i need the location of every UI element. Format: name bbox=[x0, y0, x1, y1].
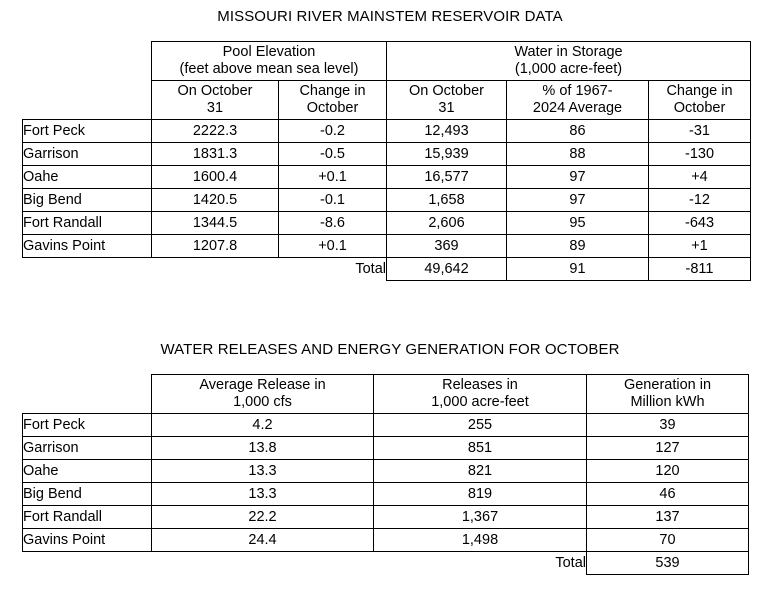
reservoir-cell-pool-change: -8.6 bbox=[279, 212, 387, 235]
sub-header-storage-pct-average bbox=[507, 81, 649, 120]
table-row bbox=[23, 483, 749, 506]
reservoir-table-title: MISSOURI RIVER MAINSTEM RESERVOIR DATA bbox=[217, 8, 563, 25]
reservoir-total-row bbox=[23, 258, 751, 281]
reservoir-row-label: Fort Peck bbox=[23, 120, 152, 143]
header-average-release bbox=[152, 375, 374, 414]
reservoir-cell-pct-average: 86 bbox=[507, 120, 649, 143]
reservoir-data-table bbox=[22, 41, 751, 281]
reservoir-cell-pool-change: -0.1 bbox=[279, 189, 387, 212]
releases-total-row bbox=[23, 552, 749, 575]
releases-cell-generation: 127 bbox=[587, 437, 749, 460]
reservoir-cell-pool-change: -0.2 bbox=[279, 120, 387, 143]
table-row bbox=[23, 506, 749, 529]
sub-header-storage-date-line2: 31 bbox=[438, 100, 455, 116]
releases-row-label: Gavins Point bbox=[23, 529, 152, 552]
sub-header-pool-elev-date bbox=[152, 81, 279, 120]
reservoir-cell-storage: 16,577 bbox=[387, 166, 507, 189]
reservoir-table-head bbox=[23, 42, 751, 120]
releases-cell-generation: 137 bbox=[587, 506, 749, 529]
releases-row-label: Fort Peck bbox=[23, 414, 152, 437]
header-average-release-line2: 1,000 cfs bbox=[233, 394, 292, 410]
reservoir-cell-storage-change: -643 bbox=[649, 212, 751, 235]
releases-cell-releases: 1,367 bbox=[374, 506, 587, 529]
releases-header-row bbox=[23, 375, 749, 414]
header-generation bbox=[587, 375, 749, 414]
releases-cell-generation: 120 bbox=[587, 460, 749, 483]
header-releases-line2: 1,000 acre-feet bbox=[431, 394, 529, 410]
sub-header-storage-date bbox=[387, 81, 507, 120]
reservoir-cell-pct-average: 89 bbox=[507, 235, 649, 258]
releases-row-label: Fort Randall bbox=[23, 506, 152, 529]
header-releases bbox=[374, 375, 587, 414]
group-header-pool-elevation bbox=[152, 42, 387, 81]
table-row bbox=[23, 143, 751, 166]
releases-cell-releases: 1,498 bbox=[374, 529, 587, 552]
reservoir-cell-pct-average: 97 bbox=[507, 189, 649, 212]
header-generation-line1: Generation in bbox=[623, 377, 712, 394]
reservoir-cell-pool-elev: 1207.8 bbox=[152, 235, 279, 258]
reservoir-cell-storage: 1,658 bbox=[387, 189, 507, 212]
reservoir-cell-storage-change: +4 bbox=[649, 166, 751, 189]
releases-cell-generation: 46 bbox=[587, 483, 749, 506]
table-row bbox=[23, 437, 749, 460]
releases-cell-average-release: 13.3 bbox=[152, 460, 374, 483]
sub-header-pool-elev-change bbox=[279, 81, 387, 120]
sub-header-storage-date-line1: On October bbox=[409, 83, 484, 100]
releases-row-label: Garrison bbox=[23, 437, 152, 460]
releases-cell-generation: 39 bbox=[587, 414, 749, 437]
reservoir-cell-pct-average: 88 bbox=[507, 143, 649, 166]
reservoir-total-storage-change: -811 bbox=[649, 258, 751, 281]
reservoir-cell-storage: 369 bbox=[387, 235, 507, 258]
releases-row-label: Oahe bbox=[23, 460, 152, 483]
reservoir-total-pct-average: 91 bbox=[507, 258, 649, 281]
header-average-release-line1: Average Release in bbox=[199, 377, 326, 394]
sub-header-storage-pct-average-line2: 2024 Average bbox=[532, 100, 623, 116]
sub-header-storage-change-line1: Change in bbox=[666, 83, 733, 100]
releases-row-label: Big Bend bbox=[23, 483, 152, 506]
reservoir-cell-pool-change: -0.5 bbox=[279, 143, 387, 166]
reservoir-corner-stub bbox=[23, 42, 152, 120]
releases-corner-stub bbox=[23, 375, 152, 414]
table-row bbox=[23, 189, 751, 212]
reservoir-cell-storage-change: -12 bbox=[649, 189, 751, 212]
reservoir-table-body bbox=[23, 120, 751, 281]
releases-data-table bbox=[22, 374, 749, 575]
releases-total-label: Total bbox=[555, 554, 586, 571]
reservoir-cell-pool-elev: 2222.3 bbox=[152, 120, 279, 143]
releases-cell-releases: 821 bbox=[374, 460, 587, 483]
table-row bbox=[23, 529, 749, 552]
reservoir-cell-storage: 12,493 bbox=[387, 120, 507, 143]
group-header-water-in-storage-line1: Water in Storage bbox=[514, 44, 623, 61]
group-header-water-in-storage bbox=[387, 42, 751, 81]
reservoir-cell-pool-elev: 1420.5 bbox=[152, 189, 279, 212]
header-generation-line2: Million kWh bbox=[630, 394, 705, 410]
sub-header-storage-change-line2: October bbox=[673, 100, 726, 116]
releases-cell-releases: 255 bbox=[374, 414, 587, 437]
group-header-water-in-storage-line2: (1,000 acre-feet) bbox=[514, 61, 623, 77]
table-row bbox=[23, 414, 749, 437]
releases-cell-generation: 70 bbox=[587, 529, 749, 552]
reservoir-total-storage: 49,642 bbox=[387, 258, 507, 281]
releases-cell-average-release: 22.2 bbox=[152, 506, 374, 529]
sub-header-pool-elev-date-line2: 31 bbox=[206, 100, 224, 116]
reservoir-total-label: Total bbox=[355, 260, 386, 277]
releases-cell-releases: 851 bbox=[374, 437, 587, 460]
releases-cell-average-release: 13.8 bbox=[152, 437, 374, 460]
reservoir-cell-storage: 2,606 bbox=[387, 212, 507, 235]
group-header-pool-elevation-line2: (feet above mean sea level) bbox=[179, 61, 359, 77]
table-row bbox=[23, 120, 751, 143]
reservoir-group-header-row bbox=[23, 42, 751, 81]
table-row bbox=[23, 212, 751, 235]
releases-cell-average-release: 4.2 bbox=[152, 414, 374, 437]
table-row bbox=[23, 235, 751, 258]
table-row bbox=[23, 460, 749, 483]
sub-header-pool-elev-date-line1: On October bbox=[177, 83, 253, 100]
releases-table-body bbox=[23, 414, 749, 575]
reservoir-cell-pct-average: 95 bbox=[507, 212, 649, 235]
reservoir-cell-pool-change: +0.1 bbox=[279, 166, 387, 189]
releases-cell-average-release: 24.4 bbox=[152, 529, 374, 552]
reservoir-cell-pool-change: +0.1 bbox=[279, 235, 387, 258]
reservoir-row-label: Oahe bbox=[23, 166, 152, 189]
reservoir-row-label: Fort Randall bbox=[23, 212, 152, 235]
reservoir-cell-pool-elev: 1344.5 bbox=[152, 212, 279, 235]
releases-cell-releases: 819 bbox=[374, 483, 587, 506]
sub-header-storage-pct-average-line1: % of 1967- bbox=[542, 83, 613, 100]
reservoir-row-label: Big Bend bbox=[23, 189, 152, 212]
header-releases-line1: Releases in bbox=[442, 377, 518, 394]
reservoir-cell-pct-average: 97 bbox=[507, 166, 649, 189]
releases-total-generation: 539 bbox=[587, 552, 749, 575]
reservoir-row-label: Gavins Point bbox=[23, 235, 152, 258]
releases-cell-average-release: 13.3 bbox=[152, 483, 374, 506]
sub-header-pool-elev-change-line2: October bbox=[306, 100, 359, 116]
releases-table-title: WATER RELEASES AND ENERGY GENERATION FOR OCTOBER bbox=[160, 341, 620, 358]
reservoir-cell-pool-elev: 1600.4 bbox=[152, 166, 279, 189]
reservoir-cell-storage-change: -31 bbox=[649, 120, 751, 143]
releases-table-head bbox=[23, 375, 749, 414]
reservoir-cell-storage-change: +1 bbox=[649, 235, 751, 258]
reservoir-cell-pool-elev: 1831.3 bbox=[152, 143, 279, 166]
table-row bbox=[23, 166, 751, 189]
reservoir-cell-storage-change: -130 bbox=[649, 143, 751, 166]
sub-header-pool-elev-change-line1: Change in bbox=[299, 83, 366, 100]
group-header-pool-elevation-line1: Pool Elevation bbox=[222, 44, 316, 61]
reservoir-row-label: Garrison bbox=[23, 143, 152, 166]
sub-header-storage-change bbox=[649, 81, 751, 120]
reservoir-cell-storage: 15,939 bbox=[387, 143, 507, 166]
